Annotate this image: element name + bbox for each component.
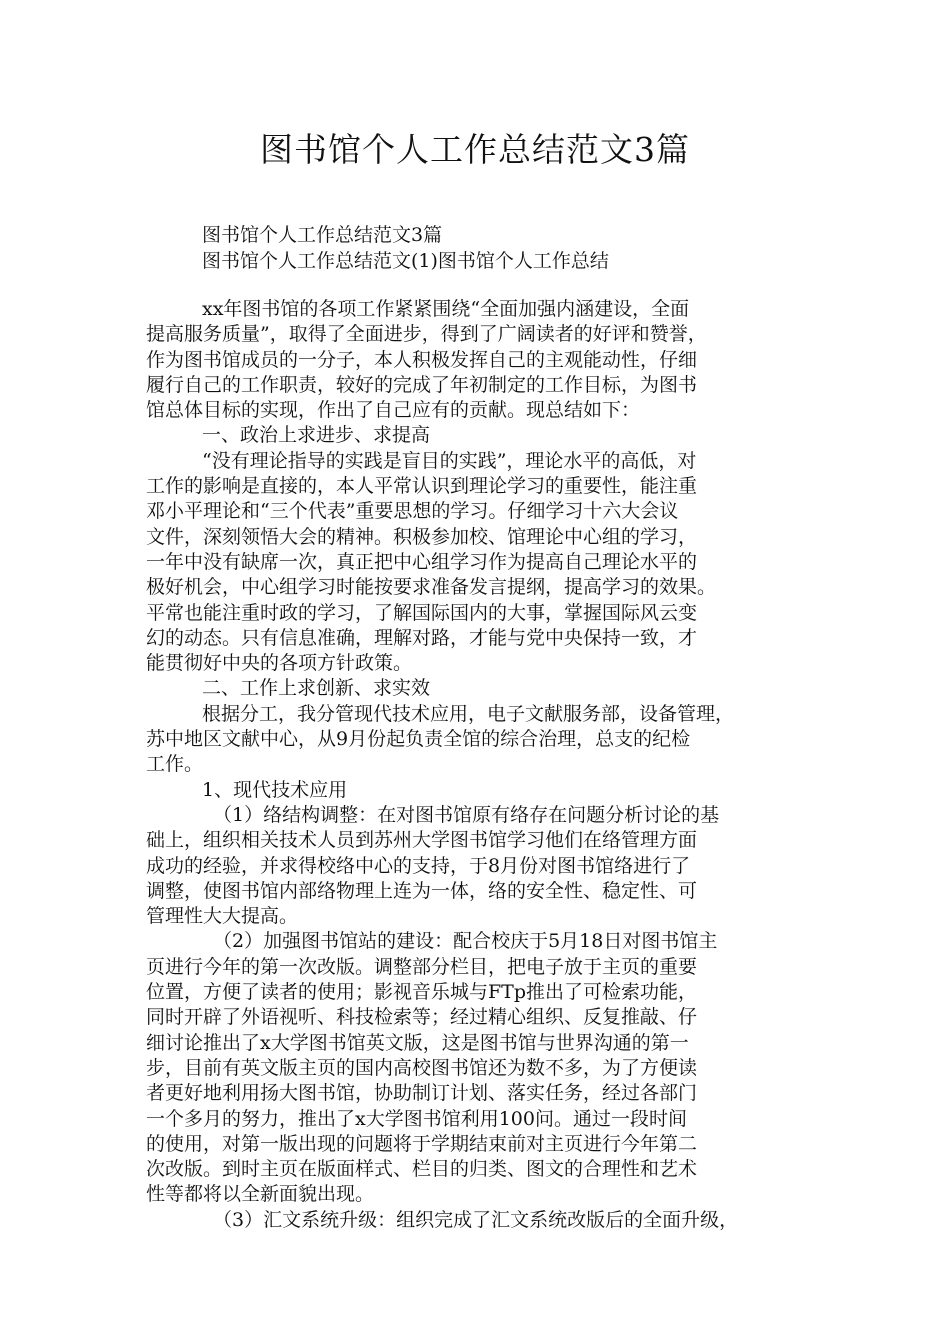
paragraph-line: 提高服务质量”，取得了全面进步，得到了广阔读者的好评和赞誉， — [146, 323, 707, 346]
paragraph-line: 工作的影响是直接的，本人平常认识到理论学习的重要性，能注重 — [146, 475, 698, 498]
paragraph-line: 者更好地利用扬大图书馆，协助制订计划、落实任务，经过各部门 — [146, 1082, 698, 1105]
paragraph-line: 苏中地区文献中心，从9月份起负责全馆的综合治理，总支的纪检 — [146, 728, 691, 751]
subtitle-line: 图书馆个人工作总结范文(1)图书馆个人工作总结 — [202, 250, 609, 272]
paragraph-line: 极好机会，中心组学习时能按要求准备发言提纲，提高学习的效果。 — [146, 576, 717, 599]
paragraph-line: 础上，组织相关技术人员到苏州大学图书馆学习他们在络管理方面 — [146, 829, 698, 852]
paragraph-line: 馆总体目标的实现，作出了自己应有的贡献。现总结如下： — [146, 399, 641, 422]
paragraph-line: 一年中没有缺席一次，真正把中心组学习作为提高自己理论水平的 — [146, 550, 698, 573]
paragraph-line: 能贯彻好中央的各项方针政策。 — [146, 652, 413, 675]
paragraph-line: （1）络结构调整：在对图书馆原有络存在问题分析讨论的基 — [213, 803, 720, 826]
paragraph-line: 调整，使图书馆内部络物理上连为一体，络的安全性、稳定性、可 — [146, 879, 698, 902]
document-title: 图书馆个人工作总结范文3篇 — [260, 130, 690, 169]
paragraph-line: 作为图书馆成员的一分子，本人积极发挥自己的主观能动性，仔细 — [146, 348, 698, 371]
paragraph-line: 位置，方便了读者的使用；影视音乐城与FTp推出了可检索功能， — [146, 981, 698, 1004]
paragraph-line: 性等都将以全新面貌出现。 — [146, 1183, 375, 1206]
paragraph-line: 根据分工，我分管现代技术应用，电子文献服务部，设备管理， — [202, 702, 735, 725]
paragraph-line: 的使用，对第一版出现的问题将于学期结束前对主页进行今年第二 — [146, 1132, 698, 1155]
section-heading: 二、工作上求创新、求实效 — [202, 677, 431, 700]
paragraph-line: 步，目前有英文版主页的国内高校图书馆还为数不多，为了方便读 — [146, 1056, 698, 1079]
paragraph-line: （2）加强图书馆站的建设：配合校庆于5月18日对图书馆主 — [213, 930, 718, 953]
paragraph-line: xx年图书馆的各项工作紧紧围绕“全面加强内涵建设，全面 — [202, 298, 690, 320]
paragraph-line: 管理性大大提高。 — [146, 905, 299, 928]
paragraph-line: （3）汇文系统升级：组织完成了汇文系统改版后的全面升级， — [213, 1208, 739, 1231]
section-heading: 一、政治上求进步、求提高 — [202, 424, 431, 447]
paragraph-line: 一个多月的努力，推出了x大学图书馆利用100问。通过一段时间 — [146, 1107, 687, 1130]
paragraph-line: 页进行今年的第一次改版。调整部分栏目，把电子放于主页的重要 — [146, 955, 698, 978]
paragraph-line: “没有理论指导的实践是盲目的实践”，理论水平的高低，对 — [202, 449, 697, 472]
subtitle-line: 图书馆个人工作总结范文3篇 — [202, 224, 443, 246]
paragraph-line: 工作。 — [146, 753, 204, 776]
paragraph-line: 平常也能注重时政的学习，了解国际国内的大事，掌握国际风云变 — [146, 601, 698, 624]
paragraph-line: 同时开辟了外语视听、科技检索等；经过精心组织、反复推敲、仔 — [146, 1006, 698, 1029]
paragraph-line: 幻的动态。只有信息准确，理解对路，才能与党中央保持一致，才 — [146, 626, 698, 649]
subsection-heading: 1、现代技术应用 — [202, 778, 348, 801]
paragraph-line: 文件，深刻领悟大会的精神。积极参加校、馆理论中心组的学习， — [146, 525, 698, 548]
subtitle-block — [202, 222, 609, 274]
paragraph-line: 邓小平理论和“三个代表”重要思想的学习。仔细学习十六大会议 — [146, 500, 679, 523]
paragraph-line: 细讨论推出了x大学图书馆英文版，这是图书馆与世界沟通的第一 — [146, 1031, 689, 1054]
document-body — [146, 297, 816, 1233]
paragraph-line: 履行自己的工作职责，较好的完成了年初制定的工作目标，为图书 — [146, 373, 698, 396]
paragraph-line: 次改版。到时主页在版面样式、栏目的归类、图文的合理性和艺术 — [146, 1158, 698, 1181]
paragraph-line: 成功的经验，并求得校络中心的支持，于8月份对图书馆络进行了 — [146, 854, 691, 877]
